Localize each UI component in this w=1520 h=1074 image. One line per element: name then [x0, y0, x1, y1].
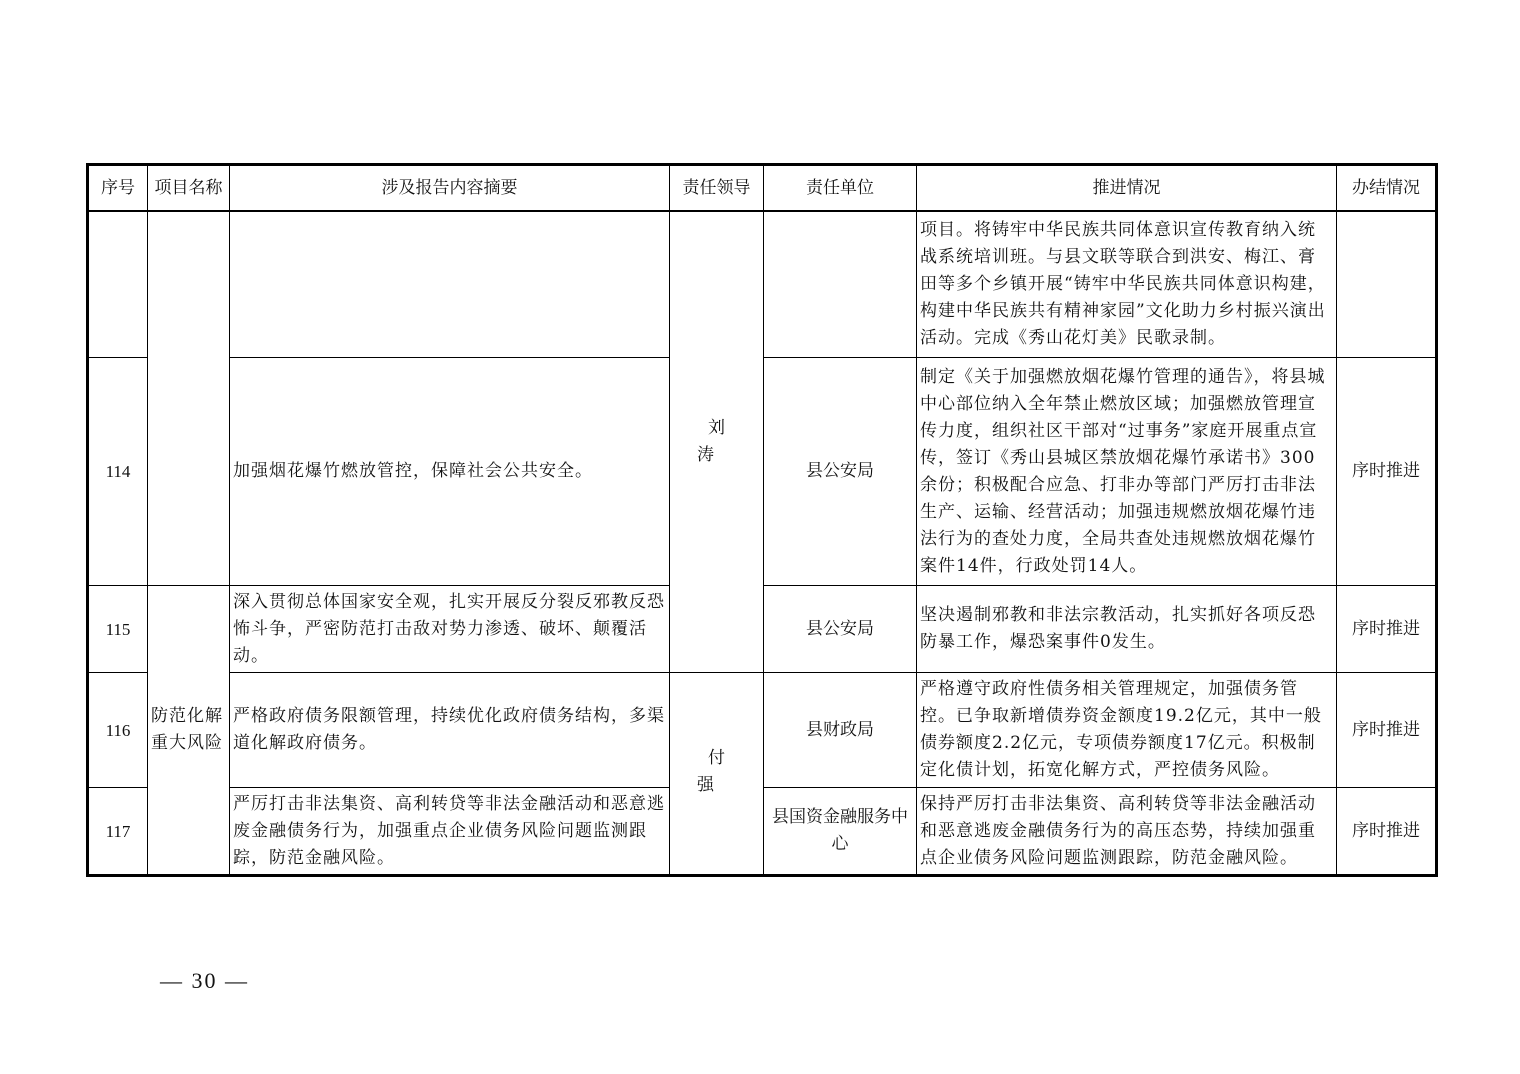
row-summary: 严厉打击非法集资、高利转贷等非法金融活动和恶意逃废金融债务行为，加强重点企业债务风险问题监测跟踪，防范金融风险。: [230, 788, 670, 876]
row-project: 防范化解重大风险: [148, 586, 230, 876]
row-no: 115: [88, 586, 148, 673]
row-status: 序时推进: [1337, 358, 1437, 586]
table-row: [88, 673, 1437, 788]
page-number: — 30 —: [160, 968, 249, 993]
row-project: [148, 211, 230, 586]
row-summary: 严格政府债务限额管理，持续优化政府债务结构，多渠道化解政府债务。: [230, 673, 670, 788]
row-no: 114: [88, 358, 148, 586]
row-no: 117: [88, 788, 148, 876]
row-leader: 付 强: [670, 673, 764, 876]
row-status: 序时推进: [1337, 788, 1437, 876]
row-unit: 县公安局: [764, 586, 917, 673]
row-status: 序时推进: [1337, 673, 1437, 788]
row-summary: [230, 211, 670, 358]
row-progress: 严格遵守政府性债务相关管理规定，加强债务管控。已争取新增债券资金额度19.2亿元，其中一般债券额度2.2亿元，专项债券额度17亿元。积极制定化债计划，拓宽化解方式，严控债务风险。: [917, 673, 1337, 788]
report-table: [86, 163, 1438, 877]
row-unit: [764, 211, 917, 358]
row-unit: 县财政局: [764, 673, 917, 788]
row-unit: 县公安局: [764, 358, 917, 586]
col-header-project: 项目名称: [148, 165, 230, 212]
row-progress: 坚决遏制邪教和非法宗教活动，扎实抓好各项反恐防暴工作，爆恐案事件0发生。: [917, 586, 1337, 673]
row-progress: 项目。将铸牢中华民族共同体意识宣传教育纳入统战系统培训班。与县文联等联合到洪安、梅江、膏田等多个乡镇开展“铸牢中华民族共同体意识构建，构建中华民族共有精神家园”文化助力乡村振兴演出活动。完成《秀山花灯美》民歌录制。: [917, 211, 1337, 358]
col-header-summary: 涉及报告内容摘要: [230, 165, 670, 212]
row-leader: 刘 涛: [670, 211, 764, 673]
row-progress: 保持严厉打击非法集资、高利转贷等非法金融活动和恶意逃废金融债务行为的高压态势，持续加强重点企业债务风险问题监测跟踪，防范金融风险。: [917, 788, 1337, 876]
col-header-progress: 推进情况: [917, 165, 1337, 212]
row-progress: 制定《关于加强燃放烟花爆竹管理的通告》，将县城中心部位纳入全年禁止燃放区域；加强燃放管理宣传力度，组织社区干部对“过事务”家庭开展重点宣传，签订《秀山县城区禁放烟花爆竹承诺书》300余份；积极配合应急、打非办等部门严厉打击非法生产、运输、经营活动；加强违规燃放烟花爆竹违法行为的查处力度，全局共查处违规燃放烟花爆竹案件14件，行政处罚14人。: [917, 358, 1337, 586]
col-header-status: 办结情况: [1337, 165, 1437, 212]
table-header-row: [88, 165, 1437, 212]
col-header-no: 序号: [88, 165, 148, 212]
row-unit: 县国资金融服务中心: [764, 788, 917, 876]
table-row: [88, 211, 1437, 358]
col-header-leader: 责任领导: [670, 165, 764, 212]
row-no: 116: [88, 673, 148, 788]
row-summary: 加强烟花爆竹燃放管控，保障社会公共安全。: [230, 358, 670, 586]
row-status: 序时推进: [1337, 586, 1437, 673]
row-status: [1337, 211, 1437, 358]
row-summary: 深入贯彻总体国家安全观，扎实开展反分裂反邪教反恐怖斗争，严密防范打击敌对势力渗透、破坏、颠覆活动。: [230, 586, 670, 673]
row-no: [88, 211, 148, 358]
col-header-unit: 责任单位: [764, 165, 917, 212]
